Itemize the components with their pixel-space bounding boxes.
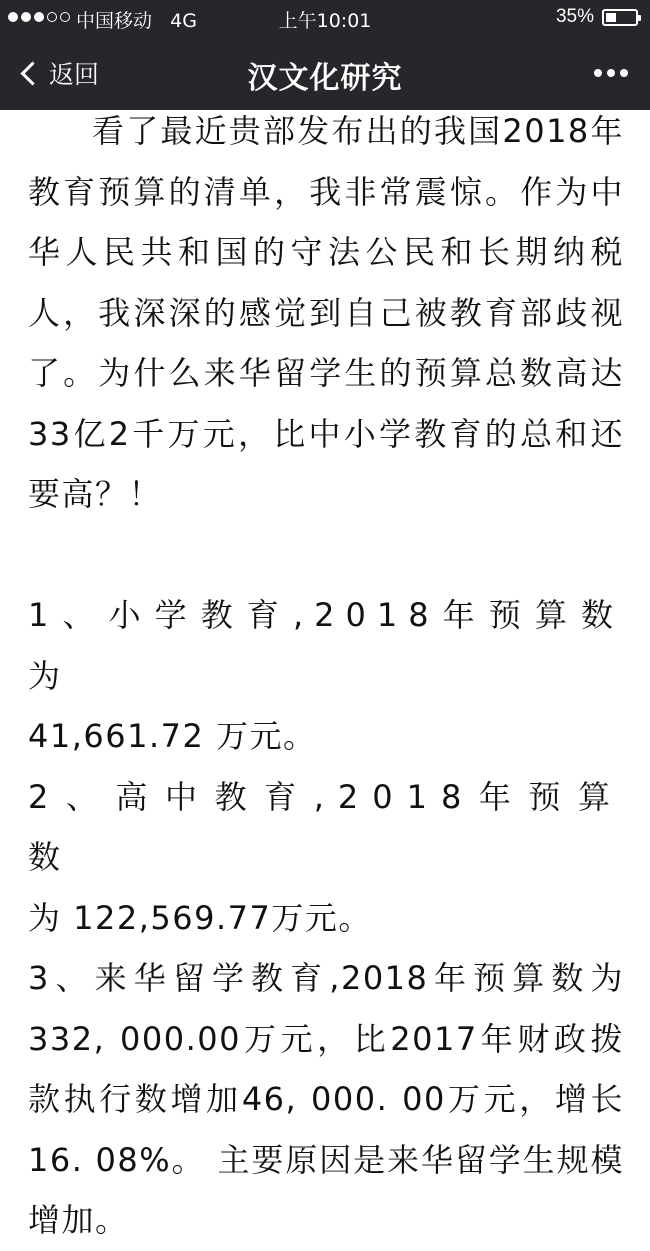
battery-icon — [602, 9, 638, 26]
article-intro: 看了最近贵部发布出的我国2018年教育预算的清单，我非常震惊。作为中华人民共和国的守法公民和长期纳税人，我深深的感觉到自己被教育部歧视了。为什么来华留学生的预算总数高达33亿2千万元，比中小学教育的总和还要高？！ — [28, 112, 624, 513]
list-item-line — [28, 585, 624, 706]
item-2-line2: 为 122,569.77万元。 — [28, 898, 372, 937]
list-item — [28, 948, 624, 1251]
battery-fill — [606, 13, 616, 22]
list-item-line — [28, 888, 624, 949]
more-button[interactable] — [594, 69, 628, 77]
list-item — [28, 585, 624, 767]
more-dots-icon — [594, 69, 602, 77]
item-1-line2: 41,661.72 万元。 — [28, 717, 317, 755]
item-1-line1: 1、小学教育,2018年预算数为 — [28, 596, 624, 695]
network-type: 4G — [170, 10, 197, 32]
list-item-line — [28, 767, 624, 888]
paragraph-gap — [28, 525, 624, 586]
item-3-text: 3、来华留学教育,2018年预算数为332, 000.00万元，比2017年财政拨款执行数增加46, 000. 00万元，增长16. 08%。 主要原因是来华留学生规模增加。 — [28, 959, 624, 1239]
page-title: 汉文化研究 — [247, 61, 403, 96]
nav-bar — [0, 36, 650, 110]
list-item-line — [28, 706, 624, 767]
list-item — [28, 767, 624, 949]
status-time: 上午10:01 — [278, 10, 372, 32]
article-body — [28, 101, 624, 1251]
battery-percent: 35% — [555, 6, 594, 27]
more-dots-icon — [607, 69, 615, 77]
carrier-name: 中国移动 — [76, 10, 153, 32]
item-2-line1: 2、高中教育,2018年预算数 — [28, 777, 624, 876]
back-label: 返回 — [49, 60, 100, 89]
more-dots-icon — [620, 69, 628, 77]
status-bar — [0, 0, 650, 36]
